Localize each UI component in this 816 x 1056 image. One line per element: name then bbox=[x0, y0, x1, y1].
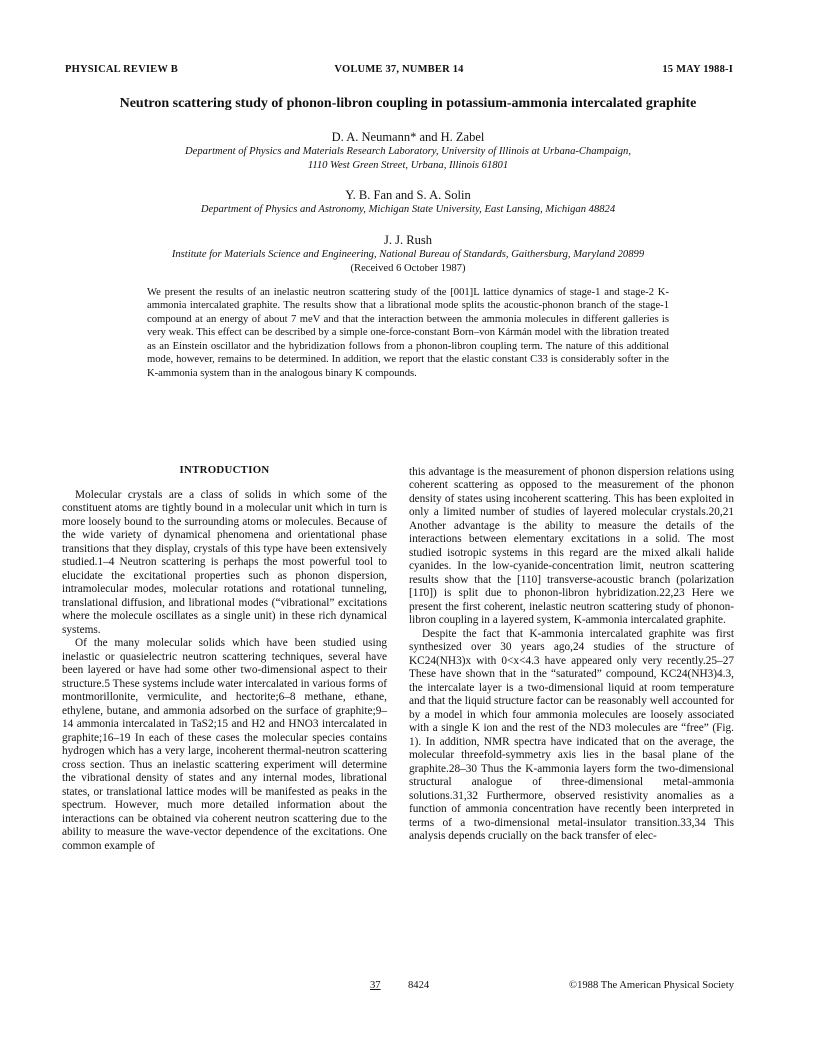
right-column bbox=[409, 466, 734, 844]
copyright-notice: ©1988 The American Physical Society bbox=[569, 980, 734, 991]
body-paragraph: this advantage is the measurement of phonon dispersion relations using coherent scattering as opposed to the measurement of the phonon density of states using incoherent scattering. This has been exploited in only a limited number of studies of layered molecular crystals.20,21 Another advantage is the ability to measure the details of the interactions between elementary excitations in a solid. The most studied isotropic systems in this regard are the mixed alkali halide cyanides. In the low-cyanide-concentration limit, neutron scattering results show that the [110] transverse-acoustic branch (polarization [11̄0]) is split due to phonon-libron hybridization.22,23 Here we present the first coherent, inelastic neutron scattering study of phonon-libron coupling in a layered system, K-ammonia intercalated graphite. bbox=[409, 466, 734, 627]
issue-date: 15 MAY 1988-I bbox=[662, 64, 733, 75]
author-affiliation: Department of Physics and Materials Research Laboratory, University of Illinois at Urbana-Champaign, bbox=[185, 146, 631, 157]
received-date: (Received 6 October 1987) bbox=[350, 262, 466, 274]
author-names: Y. B. Fan and S. A. Solin bbox=[345, 188, 471, 202]
running-header bbox=[65, 64, 733, 78]
body-paragraph: Molecular crystals are a class of solids in which some of the constituent atoms are tightly bound in a molecular unit which in turn is more loosely bound to the surrounding atoms or molecules. Because of the wide variety of dynamical phenomena and orientational phase transitions that they display, crystals of this type have been extensively studied.1–4 Neutron scattering is perhaps the most powerful tool to elucidate the excitational properties such as phonon dispersion, intramolecular modes, molecular rotations and rotational tunneling, translational diffusion, and librational modes (“vibrational” excitations where the molecule oscillates as a single unit) in these rich dynamical systems. bbox=[62, 489, 387, 636]
body-paragraph: Of the many molecular solids which have been studied using inelastic or quasielectric neutron scattering techniques, several have been layered or have had some other two-dimensional aspect to their structure.5 These systems include water intercalated in various forms of montmorillonite, vermiculite, and hectorite;6–8 methane, ethane, ethylene, butane, and ammonia adsorbed on the surface of graphite;9–14 ammonia intercalated in TaS2;15 and H2 and HNO3 intercalated in graphite;16–19 In each of these cases the molecular species contains hydrogen which has a very large, incoherent thermal-neutron scattering cross section. Thus an inelastic scattering experiment will determine the vibrational density of states and any internal modes, librational states, or translational lattice modes will be manifested as peaks in the spectrum. However, much more detailed information about the interactions can be obtained via coherent neutron scattering due to the ability to measure the wave-vector dependence of the excitations. One common example of bbox=[62, 637, 387, 852]
left-column bbox=[62, 464, 387, 853]
abstract: We present the results of an inelastic neutron scattering study of the [001]L lattice dynamics of stage-1 and stage-2 K-ammonia intercalated graphite. The results show that a librational mode splits the acoustic-phonon branch of the stage-1 compound at an energy of about 7 meV and that the interaction between the ammonia molecules in different galleries is very weak. This effect can be described by a simple one-force-constant Born–von Kármán model with the libration treated as an Einstein oscillator and the hybridization follows from a phonon-libron coupling term. The nature of this additional mode, however, remains to be determined. In addition, we report that the elastic constant C33 is considerably softer in the K-ammonia system than in the analogous binary K compounds. bbox=[147, 287, 669, 379]
author-affiliation: Institute for Materials Science and Engineering, National Bureau of Standards, Gaithersburg, Maryland 20899 bbox=[171, 249, 645, 260]
body-paragraph: Despite the fact that K-ammonia intercalated graphite was first synthesized over 30 years ago,24 studies of the structure of KC24(NH3)x with 0<x<4.3 have appeared only very recently.25–27 These have shown that in the “saturated” compound, KC24(NH3)4.3, the intercalate layer is a two-dimensional liquid at room temperature and that the liquid structure factor can be reasonably well accounted for by a model in which four ammonia molecules are loosely associated with a single K ion and the rest of the ND3 molecules are “free” (Fig. 1). In addition, NMR spectra have indicated that on the average, the molecular threefold-symmetry axis lies in the basal plane of the graphite.28–30 Thus the K-ammonia layers form the two-dimensional structural analogue of three-dimensional metal-ammonia solutions.31,32 Furthermore, observed resistivity anomalies as a function of ammonia concentration have recently been interpreted in terms of a two-dimensional metal-insulator transition.33,34 This analysis depends crucially on the back transfer of elec- bbox=[409, 627, 734, 843]
author-block-2 bbox=[40, 187, 776, 217]
page-number: 8424 bbox=[408, 980, 430, 991]
author-address: 1110 West Green Street, Urbana, Illinois 61801 bbox=[307, 159, 509, 171]
author-names: J. J. Rush bbox=[384, 233, 432, 247]
author-block-1 bbox=[40, 129, 776, 172]
paper-title: Neutron scattering study of phonon-libron coupling in potassium-ammonia intercalated graphite bbox=[119, 96, 697, 111]
journal-name: PHYSICAL REVIEW B bbox=[65, 64, 178, 75]
footer-volume: 37 bbox=[370, 980, 381, 991]
author-block-3 bbox=[40, 232, 776, 275]
author-affiliation: Department of Physics and Astronomy, Michigan State University, East Lansing, Michigan 48824 bbox=[200, 204, 616, 215]
volume-number: VOLUME 37, NUMBER 14 bbox=[334, 64, 464, 75]
page-footer bbox=[62, 980, 734, 994]
section-heading: INTRODUCTION bbox=[179, 464, 270, 476]
author-names: D. A. Neumann* and H. Zabel bbox=[331, 130, 485, 144]
